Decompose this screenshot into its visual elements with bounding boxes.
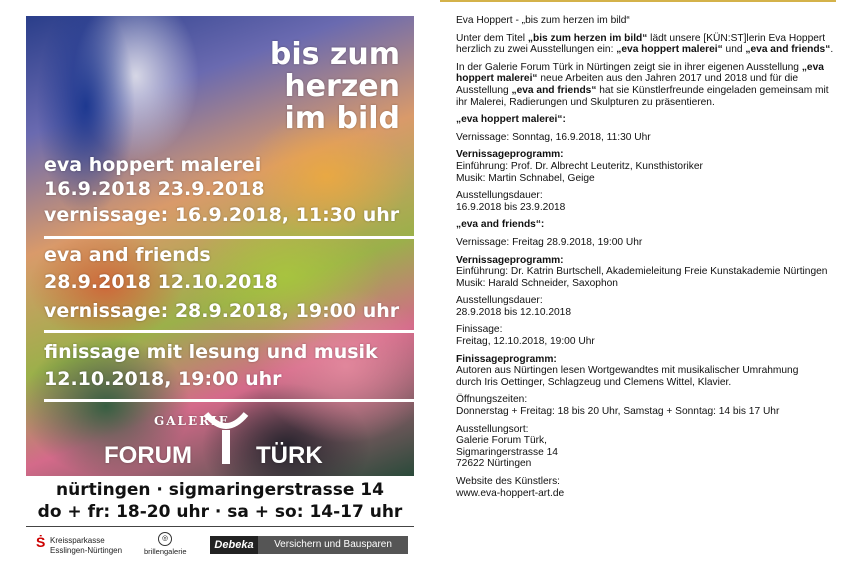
sponsor-1-line2: Esslingen-Nürtingen — [50, 546, 123, 555]
text-run: Vernissageprogramm: — [456, 254, 564, 266]
poster-address: nürtingen · sigmaringerstrasse 14 — [56, 480, 384, 500]
text-run: „eva and friends“ — [511, 84, 597, 96]
doc-duration-2 — [456, 295, 836, 318]
doc-heading-friends: „eva and friends“: — [456, 219, 545, 231]
poster-divider — [44, 330, 414, 333]
doc-finissage-program — [456, 354, 836, 389]
text-run: durch Iris Oettinger, Schlagzeug und Clemens Wittel, Klavier. — [456, 376, 732, 388]
sponsor-2: brillengalerie — [144, 547, 187, 556]
text-run: Unter dem Titel — [456, 32, 528, 44]
text-run: Einführung: Dr. Katrin Burtschell, Akademieleitung Freie Kunstakademie Nürtingen — [456, 266, 828, 278]
exhibition-poster — [26, 16, 414, 476]
doc-duration-1 — [456, 190, 836, 213]
text-run: Donnerstag + Freitag: 18 bis 20 Uhr, Samstag + Sonntag: 14 bis 17 Uhr — [456, 406, 780, 418]
poster-section2-vernissage: vernissage: 28.9.2018, 19:00 uhr — [44, 300, 400, 322]
text-run: und — [722, 44, 746, 56]
doc-vernissage-2: Vernissage: Freitag 28.9.2018, 19:00 Uhr — [456, 236, 643, 248]
text-run: 28.9.2018 bis 12.10.2018 — [456, 306, 571, 318]
text-run: Ausstellungsdauer: — [456, 190, 543, 202]
text-run: Website des Künstlers: — [456, 476, 560, 487]
doc-heading-malerei: „eva hoppert malerei“: — [456, 114, 566, 126]
doc-intro — [456, 33, 836, 56]
poster-headline-3: im bild — [284, 101, 400, 136]
doc-website — [456, 476, 836, 499]
galerie-turk: TÜRK — [256, 442, 323, 469]
text-run: 16.9.2018 bis 23.9.2018 — [456, 201, 566, 213]
doc-title: Eva Hoppert - „bis zum herzen im bild“ — [456, 15, 630, 26]
text-run: Finissage: — [456, 324, 503, 336]
text-run: lädt unsere [KÜN:ST]lerin Eva Hoppert herzlich zu zwei Ausstellungen ein: — [456, 32, 826, 56]
text-run: neue Arbeiten aus den Jahren 2017 und 2018 und für die Ausstellung — [456, 73, 799, 96]
text-run: Vernissageprogramm: — [456, 149, 564, 161]
text-run: Musik: Martin Schnabel, Geige — [456, 172, 595, 184]
poster-section3-date: 12.10.2018, 19:00 uhr — [44, 368, 282, 390]
galerie-label: GALERIE — [154, 414, 230, 428]
poster-headline-1: bis zum — [269, 37, 400, 72]
sponsor-divider — [26, 526, 414, 527]
poster-section1-title: eva hoppert malerei — [44, 154, 262, 176]
brillengalerie-icon: ◎ — [158, 532, 172, 546]
sponsor-1-line1: Kreissparkasse — [50, 536, 105, 545]
doc-program-1 — [456, 149, 836, 184]
text-run: „eva hoppert malerei“ — [456, 61, 824, 85]
galerie-logo-icon — [202, 408, 250, 468]
text-run: „eva and friends“ — [745, 44, 831, 56]
text-run: Einführung: Prof. Dr. Albrecht Leuteritz, Kunsthistoriker — [456, 160, 703, 172]
poster-section1-dates: 16.9.2018 23.9.2018 — [44, 178, 265, 200]
text-run: Musik: Harald Schneider, Saxophon — [456, 277, 618, 289]
poster-hours: do + fr: 18-20 uhr · sa + so: 14-17 uhr — [37, 502, 403, 522]
doc-finissage — [456, 324, 836, 347]
text-run: Öffnungszeiten: — [456, 394, 528, 406]
galerie-forum: FORUM — [104, 442, 192, 469]
text-run: „eva hoppert malerei“ — [616, 44, 723, 56]
doc-vernissage-1: Vernissage: Sonntag, 16.9.2018, 11:30 Uhr — [456, 131, 651, 143]
poster-divider — [44, 236, 414, 239]
doc-location — [456, 424, 836, 470]
sponsor-bar — [26, 532, 414, 562]
press-text — [456, 0, 836, 500]
text-run: Finissageprogramm: — [456, 353, 557, 365]
doc-opening-hours — [456, 394, 836, 417]
text-run: In der Galerie Forum Türk in Nürtingen zeigt sie in ihrer eigenen Ausstellung — [456, 61, 802, 73]
sponsor-3-text: Versichern und Bausparen — [258, 536, 408, 554]
poster-section2-title: eva and friends — [44, 244, 211, 266]
poster-divider — [44, 399, 414, 402]
sponsor-3-logo: Debeka — [210, 536, 258, 554]
text-run: Galerie Forum Türk, — [456, 435, 547, 447]
poster-headline-2: herzen — [284, 69, 400, 104]
poster-section2-dates: 28.9.2018 12.10.2018 — [44, 271, 278, 293]
text-run: Ausstellungsdauer: — [456, 295, 543, 307]
text-run: Autoren aus Nürtingen lesen Wortgewandtes mit musikalischer Umrahmung — [456, 365, 799, 377]
website-link[interactable]: www.eva-hoppert-art.de — [456, 487, 565, 499]
text-run: Sigmaringerstrasse 14 — [456, 446, 558, 458]
doc-program-2 — [456, 255, 836, 290]
doc-paragraph-2 — [456, 62, 836, 108]
text-run: Freitag, 12.10.2018, 19:00 Uhr — [456, 336, 595, 348]
text-run: . — [830, 44, 834, 56]
text-run: „bis zum herzen im bild“ — [527, 32, 648, 44]
text-run: 72622 Nürtingen — [456, 458, 532, 470]
sparkasse-icon: Ṡ — [36, 534, 46, 550]
text-run: Ausstellungsort: — [456, 423, 529, 435]
poster-section3-title: finissage mit lesung und musik — [44, 341, 378, 363]
text-run: hat sie Künstlerfreunde eingeladen gemeinsam mit ihr Malerei, Radierungen und Skulpturen zu präsentieren. — [456, 84, 829, 108]
poster-section1-vernissage: vernissage: 16.9.2018, 11:30 uhr — [44, 204, 400, 226]
